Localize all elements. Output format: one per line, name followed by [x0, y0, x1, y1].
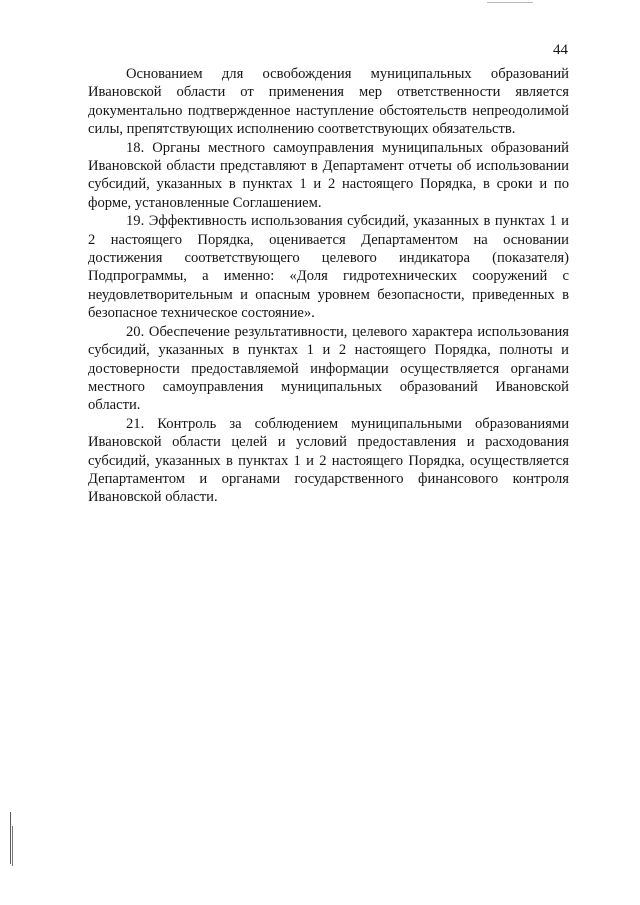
- document-body: [88, 65, 569, 507]
- paragraph-18-reports: 18. Органы местного самоуправления муниципальных образований Ивановской области представляют в Департамент отчеты об использовании субсидий, указанных в пунктах 1 и 2 настоящего Порядка, в сроки и по форме, установленные Соглашением.: [88, 139, 569, 211]
- scan-margin-line-secondary: [12, 826, 13, 866]
- scan-margin-line: [10, 812, 11, 864]
- paragraph-21-control: 21. Контроль за соблюдением муниципальными образованиями Ивановской области целей и условий предоставления и расходования субсидий, указанных в пунктах 1 и 2 настоящего Порядка, осуществляется Департаментом и органами государственного финансового контроля Ивановской области.: [88, 415, 569, 506]
- paragraph-exemption-grounds: Основанием для освобождения муниципальных образований Ивановской области от применения мер ответственности является документально подтвержденное наступление обстоятельств непреодолимой силы, препятствующих исполнению соответствующих обязательств.: [88, 66, 569, 138]
- paragraph-20-effectiveness: 20. Обеспечение результативности, целевого характера использования субсидий, указанных в пунктах 1 и 2 настоящего Порядка, полноты и достоверности предоставляемой информации осуществляется органами местного самоуправления муниципальных образований Ивановской области.: [88, 323, 569, 414]
- page-number: 44: [553, 42, 568, 58]
- paragraph-19-efficiency: 19. Эффективность использования субсидий, указанных в пунктах 1 и 2 настоящего Порядка, оценивается Департаментом на основании достижения соответствующего целевого индикатора (показателя) Подпрограммы, а именно: «Доля гидротехнических сооружений с неудовлетворительным и опасным уровнем безопасности, приведенных в безопасное техническое состояние».: [88, 213, 569, 322]
- scan-top-mark: [487, 2, 533, 3]
